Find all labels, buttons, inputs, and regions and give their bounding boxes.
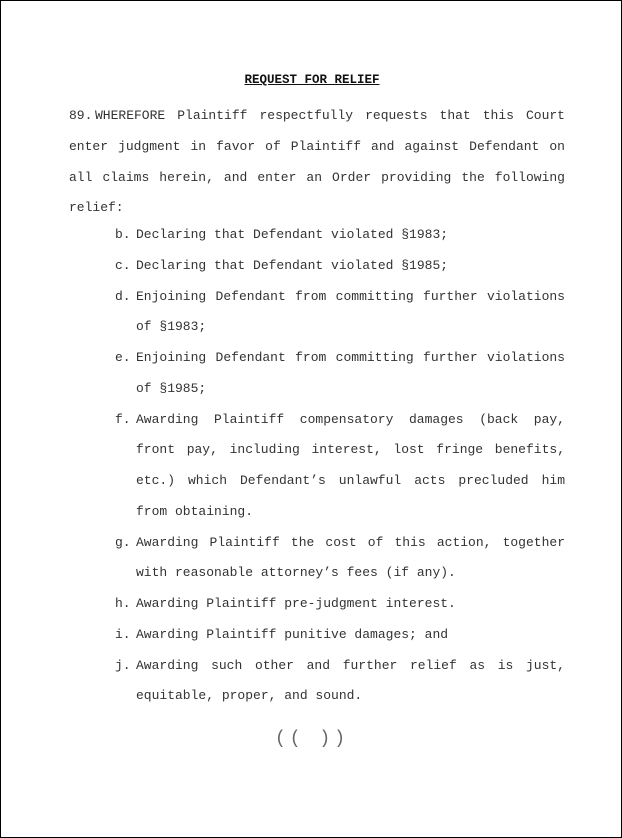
relief-item-letter: b. (115, 227, 131, 242)
page-footer-mark: (( )) (274, 729, 349, 749)
paragraph-89 (69, 101, 565, 224)
relief-item-text: Awarding Plaintiff punitive damages; and (136, 626, 449, 642)
relief-item (111, 343, 565, 405)
relief-item-letter: d. (115, 288, 131, 304)
relief-item-letter: e. (115, 350, 131, 365)
relief-item-text: Awarding Plaintiff pre-judgment interest. (136, 596, 456, 611)
relief-item-text: Enjoining Defendant from committing further violations of §1985; (136, 350, 565, 396)
relief-item (111, 651, 565, 713)
relief-item-text: Declaring that Defendant violated §1985; (136, 257, 449, 273)
paragraph-text: WHEREFORE Plaintiff respectfully requests that this Court enter judgment in favor of Plaintiff and against Defendant on all claims herein, and enter an Order providing the following relief: (69, 108, 565, 216)
relief-item-letter: g. (115, 534, 131, 550)
relief-item (111, 282, 565, 344)
relief-item-letter: c. (115, 257, 131, 273)
relief-item (111, 528, 565, 590)
relief-item-text: Awarding such other and further relief as is just, equitable, proper, and sound. (136, 657, 565, 704)
relief-item-letter: i. (115, 626, 131, 642)
relief-item (111, 589, 565, 620)
relief-item-letter: f. (115, 411, 131, 427)
paragraph-number: 89. (69, 108, 93, 123)
relief-item-letter: j. (115, 657, 131, 673)
relief-item-text: Declaring that Defendant violated §1983; (136, 227, 449, 242)
relief-item (111, 251, 565, 282)
relief-item-letter: h. (115, 596, 131, 611)
relief-item-text: Awarding Plaintiff the cost of this action, together with reasonable attorney’s fees (if any). (136, 534, 565, 581)
relief-item (111, 220, 565, 251)
section-heading: REQUEST FOR RELIEF (244, 73, 380, 87)
relief-item (111, 620, 565, 651)
relief-item-text: Awarding Plaintiff compensatory damages (back pay, front pay, including interest, lost fringe benefits, etc.) which Defendant’s unlawful acts precluded him from obtaining. (136, 411, 565, 519)
relief-item-text: Enjoining Defendant from committing further violations of §1983; (136, 288, 565, 335)
relief-item (111, 405, 565, 528)
relief-list (111, 220, 565, 712)
